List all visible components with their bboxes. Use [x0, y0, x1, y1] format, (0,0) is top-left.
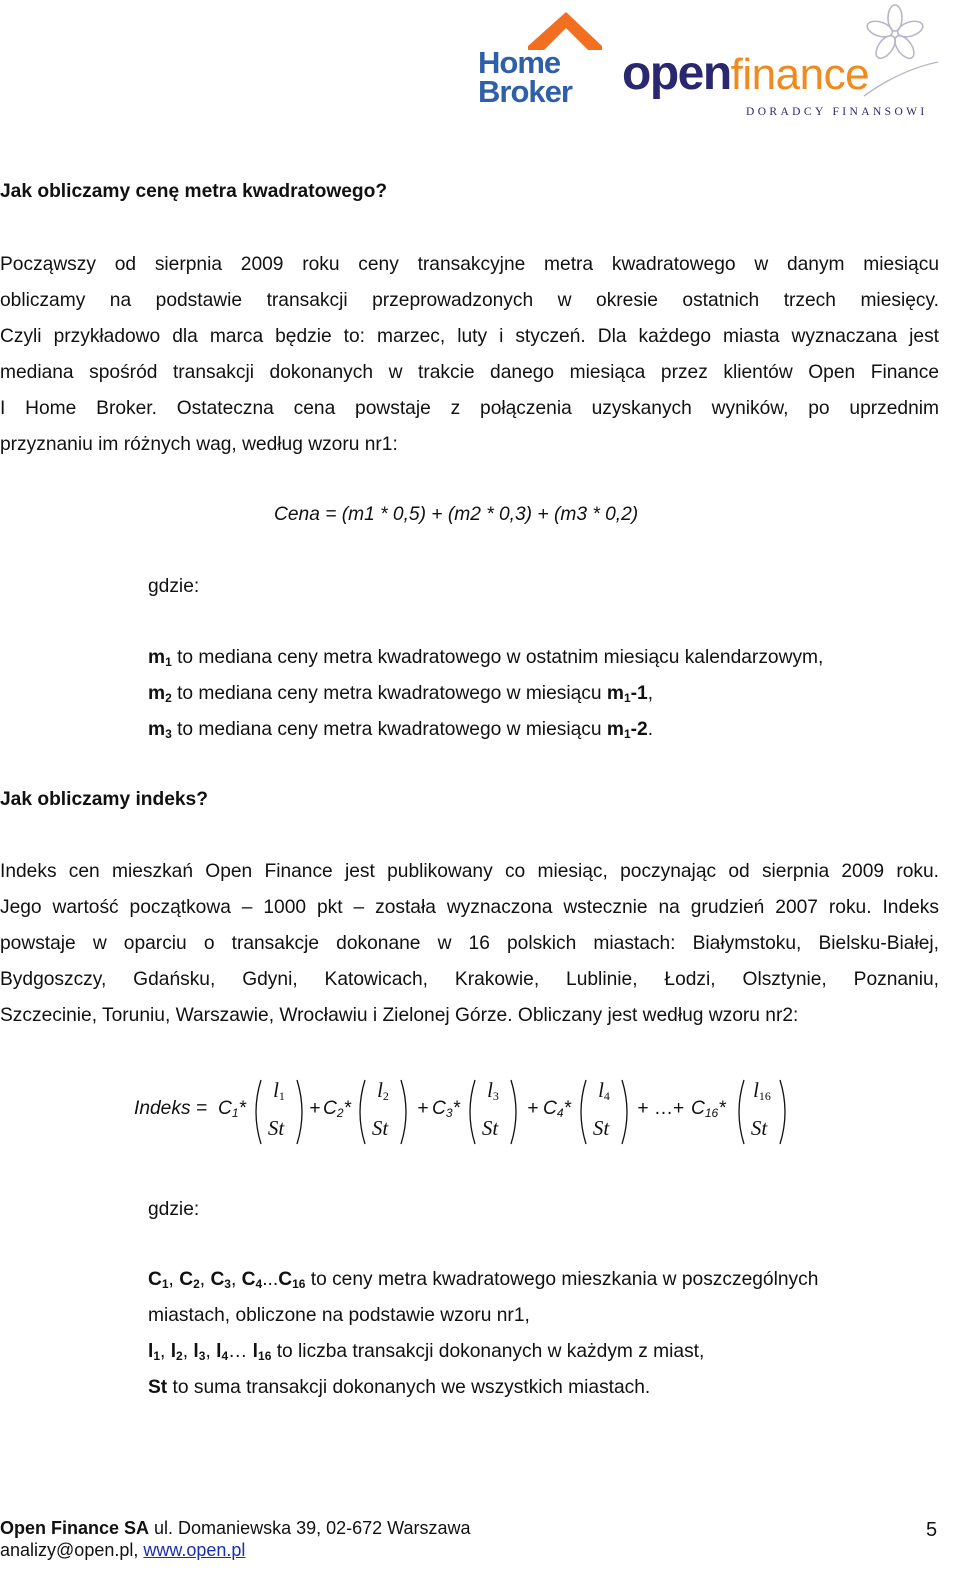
fraction-numerator: $l_2$: [377, 1078, 389, 1103]
fraction-numerator: $l_1$: [273, 1078, 285, 1103]
paragraph-line: przyznaniu im różnych wag, według wzoru nr1:: [0, 434, 398, 455]
definition-l: $l_1$, $l_2$, $l_3$, $l_4\dots$ $l_{16}$ to liczba transakcji dokonanych w każdym z miast,: [148, 1341, 705, 1363]
definition-c-continued: miastach, obliczone na podstawie wzoru nr1,: [148, 1305, 530, 1326]
definitions-list-2: [148, 1262, 818, 1406]
page-number: 5: [926, 1519, 938, 1541]
open-finance-logo: [622, 4, 942, 120]
formula-coef: $C_{16}*$: [691, 1098, 726, 1120]
fraction-denominator: St: [750, 1116, 768, 1140]
formula-nr2: [0, 1072, 960, 1152]
paragraph-line: Bydgoszczy, Gdańsku, Gdyni, Katowicach, Krakowie, Lublinie, Łodzi, Olsztynie, Poznaniu,: [0, 969, 939, 990]
definitions-list-1: [148, 640, 823, 748]
home-broker-logo: [476, 6, 604, 109]
formula-plus: +: [522, 1098, 544, 1119]
formula-lhs: Indeks =: [134, 1098, 208, 1119]
finance-word: finance: [730, 50, 870, 99]
page-footer: [0, 1517, 471, 1561]
logo-swoosh: [860, 60, 940, 100]
definition-m3: $m_3$ to mediana ceny metra kwadratowego w miesiącu $m_1-2$.: [148, 719, 654, 741]
fraction-denominator: St: [592, 1116, 610, 1140]
footer-company: Open Finance SA: [0, 1518, 150, 1538]
paragraph-line: Szczecinie, Toruniu, Warszawie, Wrocławiu i Zielonej Górze. Obliczany jest według wzoru nr2:: [0, 1005, 799, 1026]
fraction-denominator: St: [481, 1116, 499, 1140]
paragraph-line: Jego wartość początkowa – 1000 pkt – została wyznaczona wstecznie na grudzień 2007 roku. Indeks: [0, 897, 939, 918]
open-word: open: [622, 47, 731, 100]
price-paragraph: [0, 247, 939, 463]
formula-coef: $C_2*$: [323, 1098, 352, 1120]
paragraph-line: Indeks cen mieszkań Open Finance jest publikowany co miesiąc, poczynając od sierpnia 2009 roku.: [0, 861, 939, 882]
definition-st: St to suma transakcji dokonanych we wszystkich miastach.: [148, 1377, 651, 1398]
paragraph-line: mediana spośród transakcji dokonanych w trakcie danego miesiąca przez klientów Open Finance: [0, 362, 939, 383]
broker-word: Broker: [478, 74, 572, 109]
fraction-numerator: $l_4$: [598, 1078, 610, 1103]
fraction-denominator: St: [371, 1116, 389, 1140]
definition-m1: $m_1$ to mediana ceny metra kwadratowego w ostatnim miesiącu kalendarzowym,: [148, 647, 824, 669]
home-word: Home: [478, 45, 561, 80]
formula-plus: +: [412, 1098, 434, 1119]
fraction-numerator: $l_3$: [487, 1078, 499, 1103]
paragraph-line: Czyli przykładowo dla marca będzie to: marzec, luty i styczeń. Dla każdego miasta wyznaczana jest: [0, 326, 939, 347]
formula-plus: + …+: [632, 1098, 690, 1119]
index-paragraph: [0, 854, 939, 1034]
paragraph-line: Począwszy od sierpnia 2009 roku ceny transakcyjne metra kwadratowego w danym miesiącu: [0, 254, 939, 275]
section-heading-price: Jak obliczamy cenę metra kwadratowego?: [0, 181, 388, 202]
house-roof-icon: [476, 6, 604, 50]
formula-plus: +: [304, 1098, 326, 1119]
gdzie-label-2: gdzie:: [148, 1199, 200, 1220]
section-heading-index: Jak obliczamy indeks?: [0, 789, 208, 810]
footer-address: [0, 1517, 471, 1539]
footer-website-link[interactable]: www.open.pl: [143, 1540, 246, 1560]
home-broker-logo-text: [478, 45, 572, 109]
paragraph-line: obliczamy na podstawie transakcji przeprowadzonych w okresie ostatnich trzech miesięcy.: [0, 290, 939, 311]
formula-coef: $C_3*$: [432, 1098, 461, 1120]
footer-street: ul. Domaniewska 39, 02-672 Warszawa: [149, 1518, 471, 1538]
definition-m2: $m_2$ to mediana ceny metra kwadratowego w miesiącu $m_1-1$,: [148, 683, 654, 705]
fraction-numerator: $l_{16}$: [753, 1078, 771, 1103]
gdzie-label-1: gdzie:: [148, 576, 200, 597]
definition-c: $C_1$, $C_2$, $C_3$, $C_4...C_{16}$ to ceny metra kwadratowego mieszkania w poszczególnych: [148, 1269, 819, 1291]
formula-coef: $C_1*$: [218, 1098, 247, 1120]
open-finance-tagline: DORADCY FINANSOWI: [746, 106, 928, 118]
paragraph-line: I Home Broker. Ostateczna cena powstaje z połączenia uzyskanych wyników, po uprzednim: [0, 398, 939, 419]
formula-coef: $C_4*$: [543, 1098, 572, 1120]
fraction-denominator: St: [267, 1116, 285, 1140]
paragraph-line: powstaje w oparciu o transakcje dokonane w 16 polskich miastach: Białymstoku, Bielsku-Białej,: [0, 933, 939, 954]
footer-email[interactable]: analizy@open.pl: [0, 1540, 134, 1560]
footer-contacts: analizy@open.pl, www.open.pl: [0, 1540, 246, 1560]
formula-nr1: Cena = (m1 * 0,5) + (m2 * 0,3) + (m3 * 0,2): [274, 504, 639, 525]
